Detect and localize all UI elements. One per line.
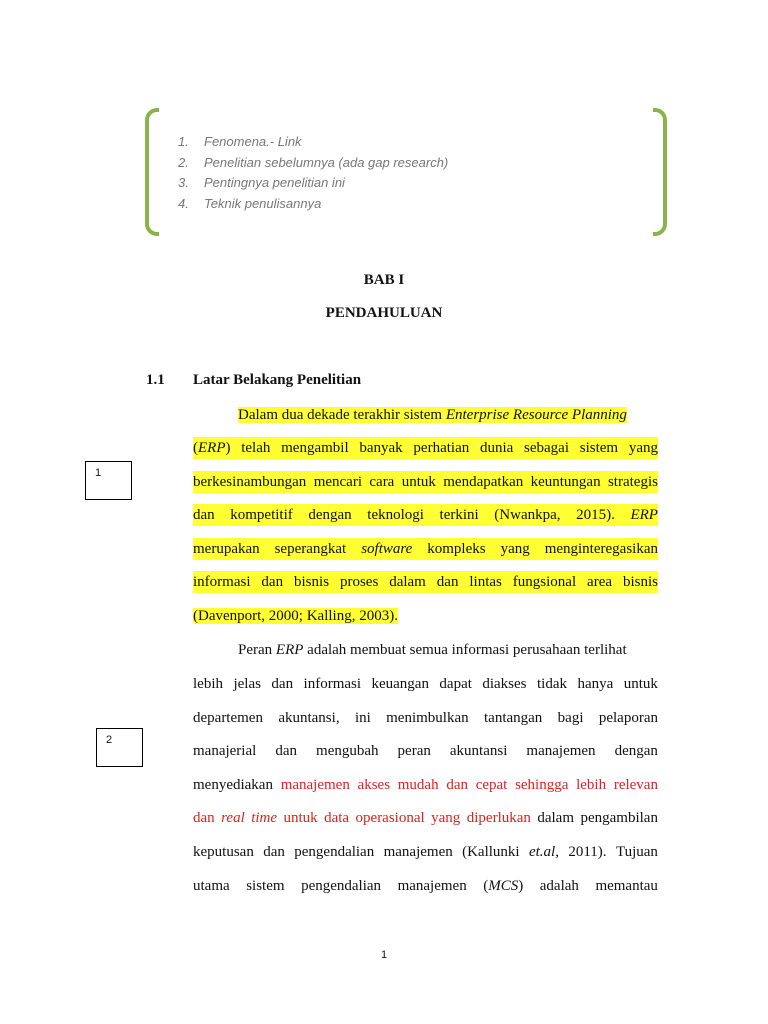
paragraph-line (193, 571, 658, 593)
outline-list (178, 132, 448, 214)
word: terkini (439, 507, 479, 523)
outline-item: 2. Penelitian sebelumnya (ada gap research) (178, 154, 449, 170)
word: (MCS) (483, 878, 524, 894)
word: kompetitif (230, 507, 293, 523)
word: lebih (576, 777, 607, 793)
word: bagi (557, 710, 584, 726)
word: yang (500, 541, 530, 557)
word: dan (446, 777, 468, 793)
word: dan (271, 676, 294, 692)
paragraph-line (193, 774, 658, 796)
paragraph-line (193, 471, 658, 493)
outline-bracket-right (653, 108, 667, 236)
word: menyediakan (193, 777, 273, 793)
word: Tujuan (615, 844, 658, 860)
word: berkesinambungan (193, 474, 307, 490)
word: informasi (303, 676, 362, 692)
word: pengendalian (301, 878, 382, 894)
word: manajemen (383, 844, 453, 860)
word: peran (397, 743, 431, 759)
paragraph-line: Dalam dua dekade terakhir sistem Enterprise Resource Planning (238, 407, 627, 423)
outline-item: 1. Fenomena.- Link (178, 134, 302, 149)
word: adalah (539, 878, 579, 894)
paragraph-line (193, 437, 658, 459)
word: keuangan (371, 676, 429, 692)
word: mencari (313, 474, 362, 490)
word: strategis (607, 474, 658, 490)
word: informasi (193, 574, 251, 590)
word: sebagai (524, 440, 570, 456)
word: relevan (613, 777, 658, 793)
chapter-heading: BAB I (363, 272, 405, 288)
paragraph-line (193, 875, 658, 897)
section-number: 1.1 (146, 372, 165, 388)
word: data (324, 810, 350, 826)
word: mengambil (281, 440, 349, 456)
outline-bracket-left (145, 108, 159, 236)
word: manajemen (397, 878, 467, 894)
word: akses (357, 777, 391, 793)
word: operasional (355, 810, 425, 826)
word: diakses (482, 676, 527, 692)
word: hanya (577, 676, 614, 692)
word: area (587, 574, 613, 590)
word: menginteregasikan (544, 541, 658, 557)
word: time (251, 810, 278, 826)
word: dan (261, 574, 284, 590)
word: dalam (537, 810, 575, 826)
word: untuk (283, 810, 318, 826)
word: et.al, (528, 844, 559, 860)
paragraph-line (193, 807, 658, 829)
word: dan (193, 507, 215, 523)
word: 2015). (576, 507, 615, 523)
word: dengan (308, 507, 352, 523)
word: manajemen (526, 743, 596, 759)
word: fungsional (512, 574, 577, 590)
word: mengubah (316, 743, 379, 759)
word: seperangkat (274, 541, 347, 557)
outline-item: 4. Teknik penulisannya (178, 195, 322, 211)
paragraph-line (193, 707, 658, 729)
word: dalam (389, 574, 426, 590)
word: sistem (246, 878, 285, 894)
section-title: Latar Belakang Penelitian (193, 372, 362, 388)
word: mudah (397, 777, 439, 793)
word: lintas (469, 574, 502, 590)
word: akuntansi (449, 743, 508, 759)
word: untuk (623, 676, 658, 692)
word: menimbulkan (386, 710, 469, 726)
word: manajemen (280, 777, 350, 793)
word: keuntungan (530, 474, 601, 490)
paragraph-line (193, 504, 658, 526)
word: pelaporan (598, 710, 658, 726)
word: tidak (536, 676, 567, 692)
paragraph-line (193, 841, 658, 863)
word: yang (628, 440, 658, 456)
word: memantau (595, 878, 658, 894)
word: diperlukan (466, 810, 531, 826)
annotation-box-1: 1 (85, 461, 132, 500)
word: sehingga (515, 777, 569, 793)
paragraph-line: (Davenport, 2000; Kalling, 2003). (193, 608, 398, 624)
word: real (221, 810, 245, 826)
word: sistem (579, 440, 619, 456)
paragraph-line (193, 673, 658, 695)
word: bisnis (294, 574, 330, 590)
word: manajerial (193, 743, 257, 759)
word: departemen (193, 710, 263, 726)
paragraph-line (193, 740, 658, 762)
word: perhatian (413, 440, 470, 456)
word: utama (193, 878, 230, 894)
word: dunia (479, 440, 514, 456)
word: pengambilan (580, 810, 658, 826)
word: banyak (359, 440, 403, 456)
word: cepat (475, 777, 508, 793)
word: untuk (401, 474, 436, 490)
word: tantangan (484, 710, 543, 726)
word: yang (431, 810, 461, 826)
word: software (361, 541, 413, 557)
word: keputusan (193, 844, 254, 860)
annotation-box-2: 2 (96, 728, 143, 767)
word: merupakan (193, 541, 260, 557)
outline-item: 3. Pentingnya penelitian ini (178, 175, 345, 190)
word: mendapatkan (443, 474, 524, 490)
word: lebih (193, 676, 223, 692)
word: (ERP) (193, 440, 231, 456)
word: 2011). (568, 844, 607, 860)
word: dan (436, 574, 459, 590)
word: cara (369, 474, 395, 490)
chapter-title: PENDAHULUAN (325, 305, 443, 321)
word: dengan (614, 743, 658, 759)
page-number: 1 (380, 949, 388, 961)
word: ini (354, 710, 371, 726)
word: ERP (630, 507, 658, 523)
word: kompleks (427, 541, 486, 557)
word: teknologi (367, 507, 424, 523)
word: dan (193, 810, 215, 826)
word: (Nwankpa, (494, 507, 561, 523)
word: bisnis (622, 574, 658, 590)
word: telah (241, 440, 271, 456)
word: (Kallunki (462, 844, 520, 860)
word: jelas (233, 676, 261, 692)
word: proses (339, 574, 379, 590)
paragraph-line: Peran ERP adalah membuat semua informasi perusahaan terlihat (238, 642, 627, 658)
word: dan (275, 743, 297, 759)
word: akuntansi, (278, 710, 340, 726)
word: pengendalian (294, 844, 375, 860)
paragraph-line (193, 538, 658, 560)
word: dan (263, 844, 285, 860)
word: dapat (439, 676, 472, 692)
